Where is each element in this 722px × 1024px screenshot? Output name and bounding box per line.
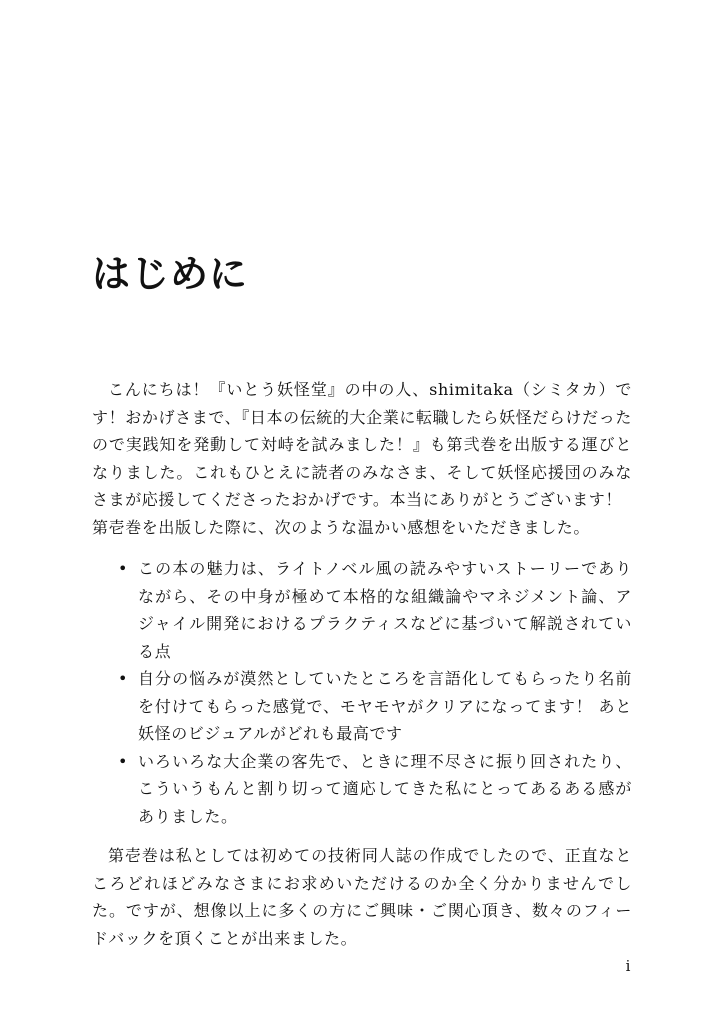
- lead-in-paragraph: 第壱巻を出版した際に、次のような温かい感想をいただきました。: [92, 517, 591, 537]
- body-text: [92, 376, 632, 952]
- reader-comment-text: いろいろな大企業の客先で、ときに理不尽さに振り回されたり、こういうもんと割り切って適応してきた私にとってあるある感がありました。: [138, 751, 632, 826]
- bullet-icon: •: [118, 559, 129, 578]
- page-number: i: [625, 957, 631, 975]
- intro-paragraph: こんにちは！『いとう妖怪堂』の中の人、shimitaka（シミタカ）です！おかげさまで、『日本の伝統的大企業に転職したら妖怪だらけだったので実践知を発動して対峙を試みました！』も第弐巻を出版する運びとなりました。これもひとえに読者のみなさま、そして妖怪応援団のみなさまが応援してくださったおかげです。本当にありがとうございます！: [92, 380, 632, 509]
- closing-paragraph: 第壱巻は私としては初めての技術同人誌の作成でしたので、正直なところどれほどみなさまにお求めいただけるのか全く分かりませんでした。ですが、想像以上に多くの方にご興味・ご関心頂き、数々のフィードバックを頂くことが出来ました。: [92, 846, 632, 948]
- reader-comment-item: [118, 665, 632, 748]
- reader-comment-text: 自分の悩みが漠然としていたところを言語化してもらったり名前を付けてもらった感覚で、モヤモヤがクリアになってます！ あと妖怪のビジュアルがどれも最高です: [138, 669, 632, 743]
- bullet-icon: •: [118, 669, 129, 688]
- bullet-icon: •: [118, 751, 129, 771]
- reader-comment-item: [118, 555, 632, 665]
- chapter-title: はじめに: [92, 252, 249, 296]
- reader-comment-text: この本の魅力は、ライトノベル風の読みやすいストーリーでありながら、その中身が極めて本格的な組織論やマネジメント論、アジャイル開発におけるプラクティスなどに基づいて解説されている点: [138, 559, 632, 661]
- reader-comments-list: [92, 555, 632, 830]
- reader-comment-item: [118, 748, 632, 831]
